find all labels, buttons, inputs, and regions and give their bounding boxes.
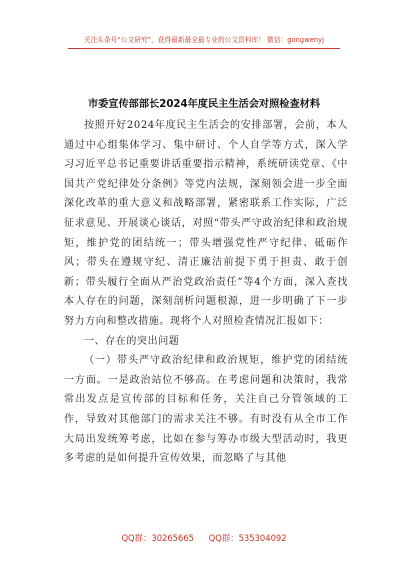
document-title: 市委宣传部部长2024年度民主生活会对照检查材料 (87, 99, 321, 110)
section-heading: 一、存在的突出问题 (84, 335, 180, 347)
page-footer (0, 532, 408, 544)
document-body (64, 116, 348, 469)
footer-qq-group-2: QQ群：535304092 (208, 533, 287, 543)
header-promo-text: 关注头条号“公文研究”，获得最新最全最专业的公文资料库！ 微信：gongwenyj (83, 36, 325, 44)
page-header (0, 0, 408, 44)
intro-paragraph: 按照开好2024年度民主生活会的安排部署，会前，本人通过中心组集体学习、集中研讨、个人自学等方式，深入学习习近平总书记重要讲话重要指示精神，系统研读党章、《中国共产党纪律处分条例》等党内法规，深刻领会进一步全面深化改革的重大意义和战略部署，紧密联系工作实际，广泛征求意见、开展谈心谈话，对照“带头严守政治纪律和政治规矩，维护党的团结统一；带头增强党性严守纪律、砥砺作风；带头在遵规守纪、清正廉洁前提下勇于担责、敢于创新；带头履行全面从严治党政治责任”等4个方面，深入查找本人存在的问题，深刻剖析问题根源，进一步明确了下一步努力方向和整改措施。现将个人对照检查情况汇报如下： (64, 120, 348, 327)
header-divider (68, 48, 340, 49)
subsection-paragraph: （一）带头严守政治纪律和政治规矩，维护党的团结统一方面。一是政治站位不够高。在考虑问题和决策时，我常常出发点是宣传部的目标和任务，关注自己分管领域的工作，导致对其他部门的需求关注不够。有时没有从全市工作大局出发统筹考虑，比如在参与筹办市级大型活动时，我更多考虑的是如何提升宣传效果，而忽略了与其他 (64, 355, 348, 465)
footer-qq-group-1: QQ群：30265665 (121, 533, 194, 543)
